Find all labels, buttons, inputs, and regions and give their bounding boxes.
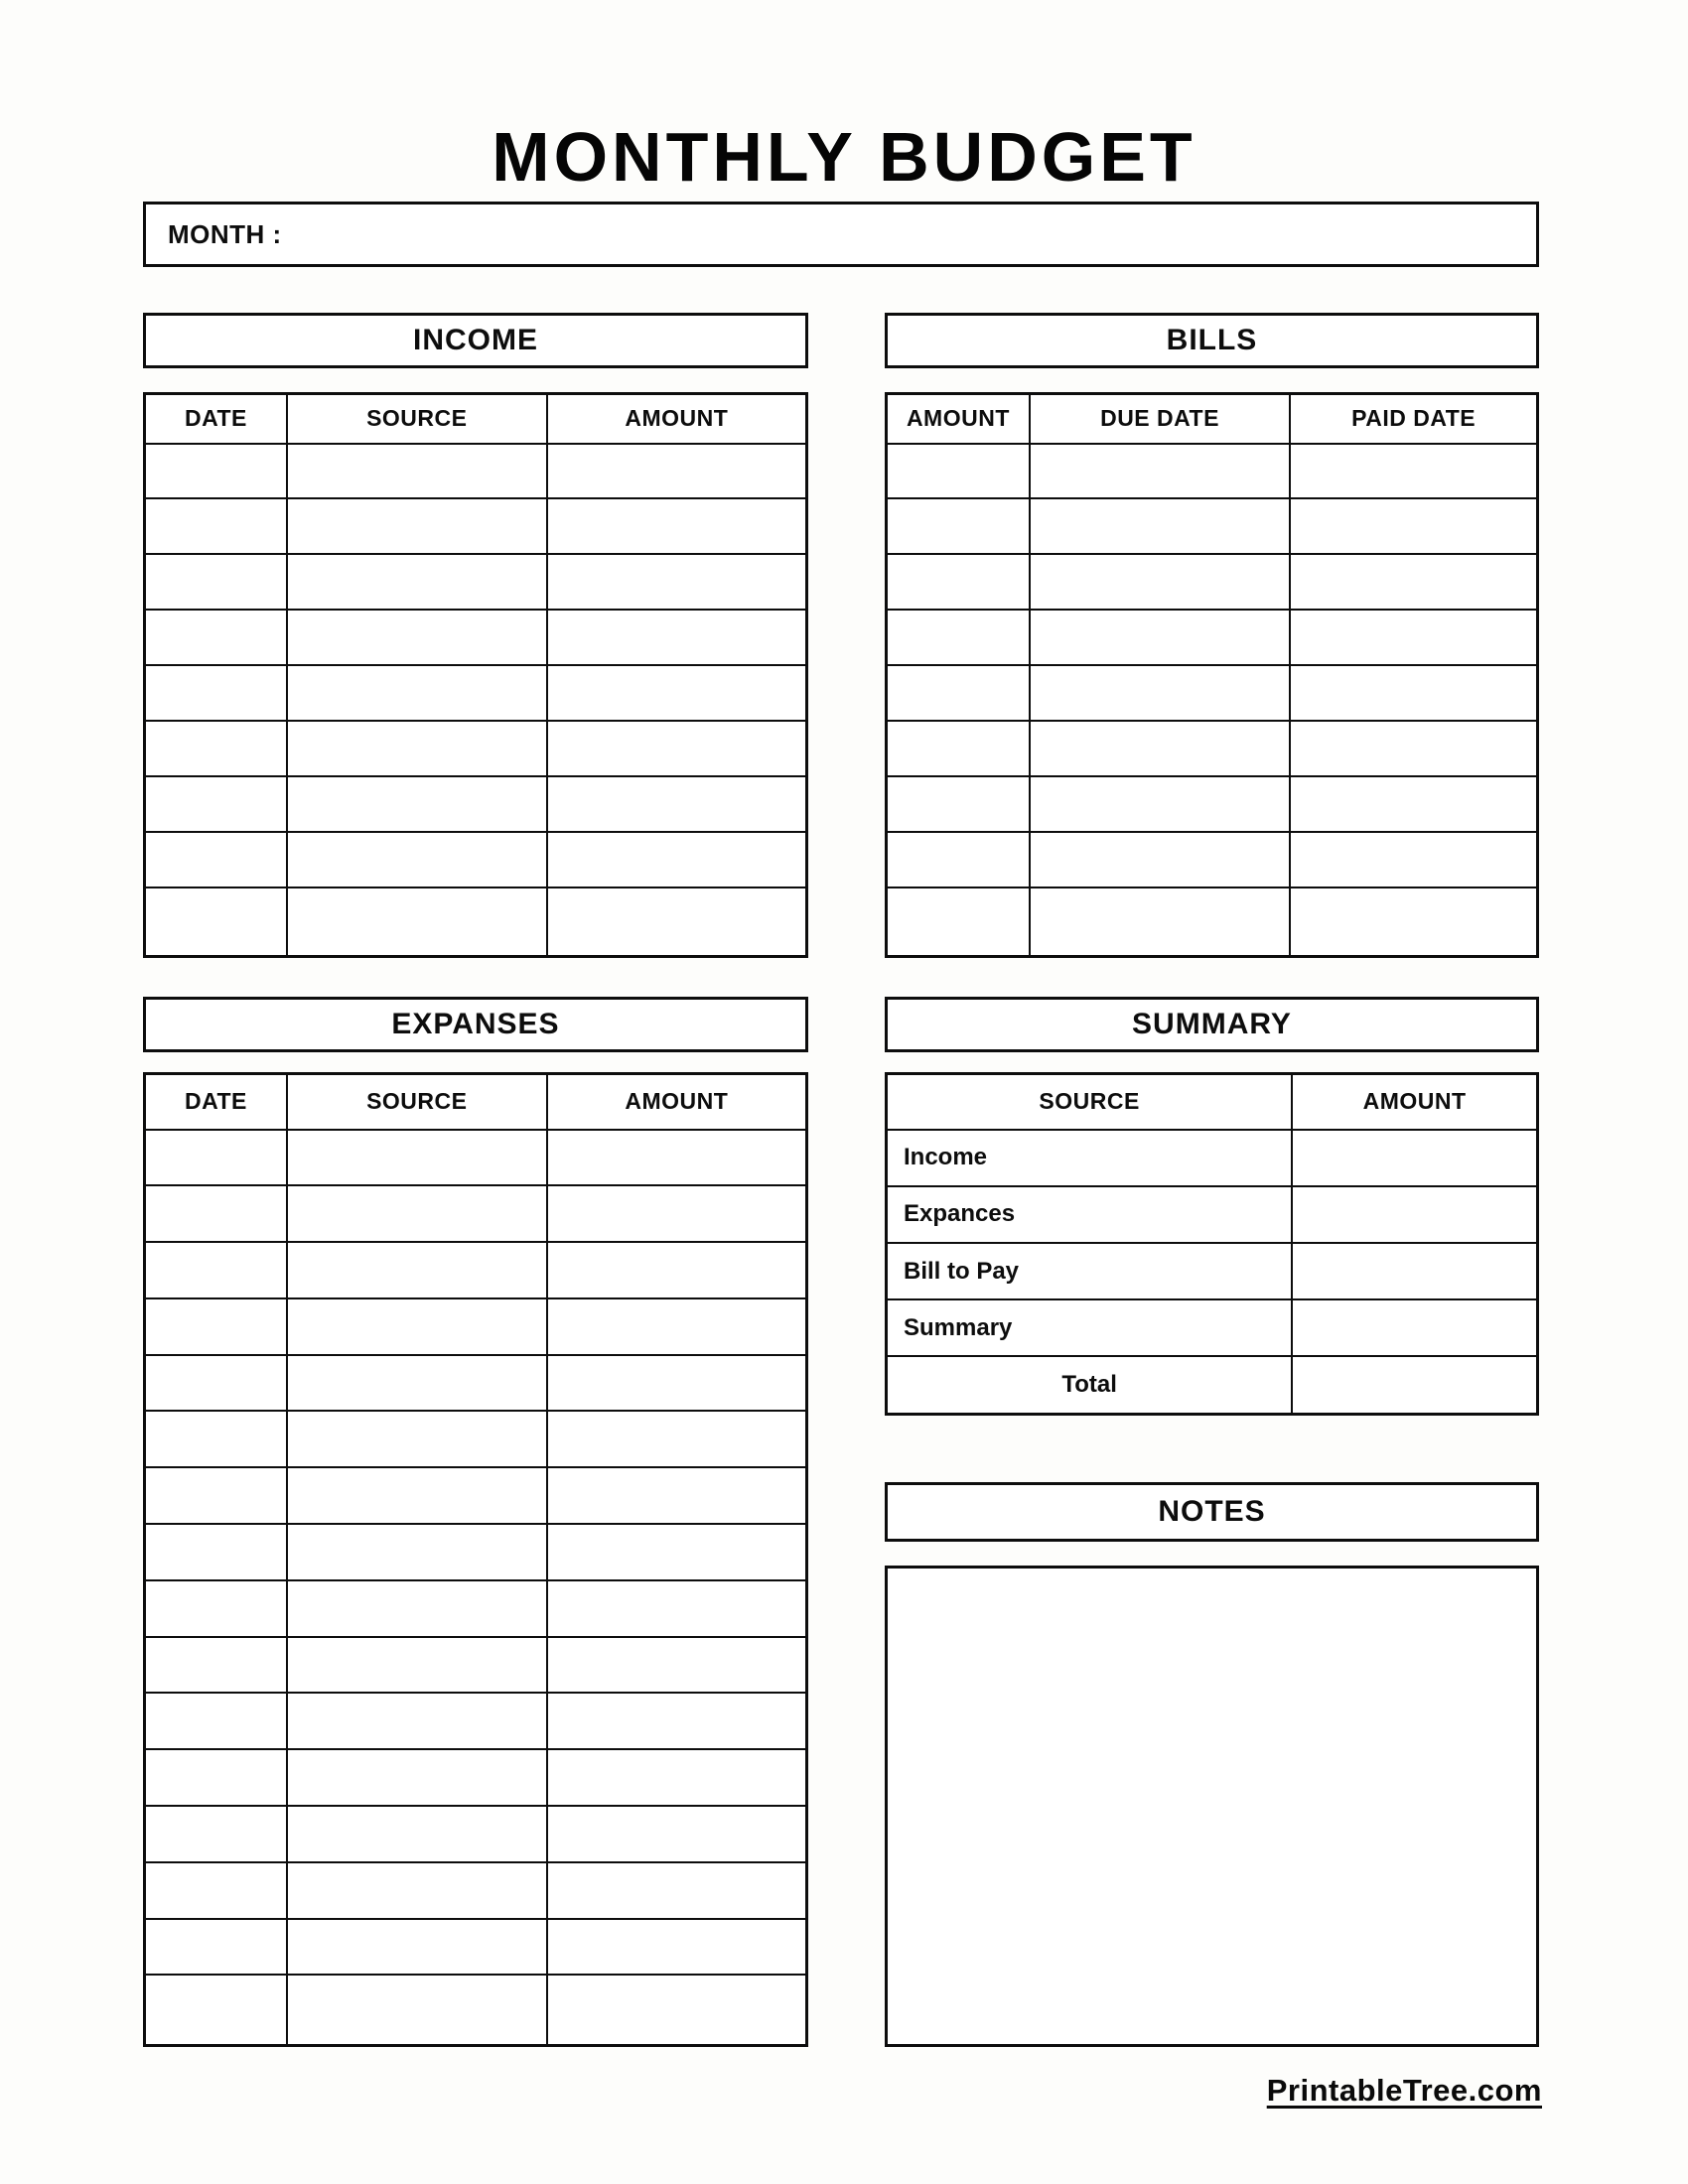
- expanses-cell[interactable]: [145, 1806, 287, 1862]
- left-column: [143, 313, 808, 2047]
- bills-cell[interactable]: [887, 665, 1030, 721]
- month-label: MONTH :: [168, 218, 282, 249]
- bills-row: [887, 665, 1538, 721]
- expanses-cell[interactable]: [145, 1919, 287, 1976]
- expanses-section-header: [143, 997, 808, 1052]
- bills-cell[interactable]: [1030, 444, 1290, 499]
- summary-amount-cell[interactable]: [1292, 1299, 1537, 1356]
- bills-cell[interactable]: [1290, 610, 1537, 665]
- summary-row: [887, 1130, 1538, 1186]
- bills-row: [887, 721, 1538, 776]
- expanses-row: [145, 1242, 807, 1298]
- income-cell[interactable]: [547, 665, 807, 721]
- notes-input-area[interactable]: [885, 1566, 1539, 2047]
- income-column-header: AMOUNT: [547, 394, 807, 444]
- expanses-row: [145, 1355, 807, 1412]
- bills-cell[interactable]: [1290, 887, 1537, 957]
- income-cell[interactable]: [287, 776, 547, 832]
- summary-total-amount-cell[interactable]: [1292, 1356, 1537, 1414]
- summary-amount-cell[interactable]: [1292, 1130, 1537, 1186]
- summary-total-label: Total: [887, 1356, 1293, 1414]
- summary-column-header: AMOUNT: [1292, 1074, 1537, 1130]
- bills-cell[interactable]: [1290, 554, 1537, 610]
- summary-row-label: Summary: [887, 1299, 1293, 1356]
- bills-cell[interactable]: [1030, 887, 1290, 957]
- expanses-title: EXPANSES: [391, 1008, 560, 1040]
- expanses-cell[interactable]: [547, 1580, 807, 1637]
- summary-row-label: Bill to Pay: [887, 1243, 1293, 1299]
- summary-amount-cell[interactable]: [1292, 1243, 1537, 1299]
- expanses-cell[interactable]: [145, 1693, 287, 1749]
- expanses-cell[interactable]: [547, 1749, 807, 1806]
- income-row: [145, 610, 807, 665]
- expanses-column-header: SOURCE: [287, 1074, 547, 1130]
- expanses-row: [145, 1467, 807, 1524]
- expanses-cell[interactable]: [287, 1355, 547, 1412]
- bills-cell[interactable]: [1290, 776, 1537, 832]
- expanses-row: [145, 1298, 807, 1355]
- expanses-row: [145, 1411, 807, 1467]
- expanses-cell[interactable]: [287, 1919, 547, 1976]
- expanses-cell[interactable]: [145, 1355, 287, 1412]
- expanses-cell[interactable]: [287, 1806, 547, 1862]
- income-cell[interactable]: [145, 444, 287, 499]
- bills-cell[interactable]: [1030, 721, 1290, 776]
- bills-cell[interactable]: [1030, 610, 1290, 665]
- summary-section-header: [885, 997, 1539, 1052]
- income-column-header: DATE: [145, 394, 287, 444]
- income-table: [143, 392, 808, 958]
- month-value-input[interactable]: [282, 205, 1536, 264]
- expanses-cell[interactable]: [287, 1637, 547, 1694]
- income-cell[interactable]: [547, 554, 807, 610]
- income-cell[interactable]: [145, 554, 287, 610]
- expanses-cell[interactable]: [145, 1580, 287, 1637]
- income-cell[interactable]: [287, 832, 547, 887]
- income-cell[interactable]: [287, 721, 547, 776]
- expanses-cell[interactable]: [547, 1242, 807, 1298]
- income-row: [145, 498, 807, 554]
- footer-link[interactable]: PrintableTree.com: [1266, 2073, 1542, 2108]
- income-row: [145, 776, 807, 832]
- expanses-row: [145, 1185, 807, 1242]
- expanses-row: [145, 1975, 807, 2045]
- income-cell[interactable]: [145, 665, 287, 721]
- summary-row: [887, 1243, 1538, 1299]
- summary-amount-cell[interactable]: [1292, 1186, 1537, 1243]
- bills-title: BILLS: [1166, 324, 1258, 356]
- expanses-cell[interactable]: [547, 1637, 807, 1694]
- income-row: [145, 444, 807, 499]
- summary-table: [885, 1072, 1539, 1416]
- bills-row: [887, 610, 1538, 665]
- income-cell[interactable]: [547, 776, 807, 832]
- expanses-row: [145, 1693, 807, 1749]
- expanses-cell[interactable]: [145, 1185, 287, 1242]
- expanses-cell[interactable]: [145, 1975, 287, 2045]
- bills-cell[interactable]: [887, 444, 1030, 499]
- income-cell[interactable]: [287, 498, 547, 554]
- expanses-cell[interactable]: [287, 1524, 547, 1580]
- bills-cell[interactable]: [887, 832, 1030, 887]
- bills-column-header: PAID DATE: [1290, 394, 1537, 444]
- bills-cell[interactable]: [887, 610, 1030, 665]
- income-cell[interactable]: [145, 610, 287, 665]
- summary-row: [887, 1186, 1538, 1243]
- income-column-header: SOURCE: [287, 394, 547, 444]
- income-cell[interactable]: [547, 721, 807, 776]
- expanses-cell[interactable]: [547, 1185, 807, 1242]
- bills-cell[interactable]: [1030, 498, 1290, 554]
- expanses-cell[interactable]: [145, 1749, 287, 1806]
- notes-section-header: [885, 1482, 1539, 1542]
- expanses-cell[interactable]: [145, 1242, 287, 1298]
- income-cell[interactable]: [547, 444, 807, 499]
- expanses-cell[interactable]: [287, 1693, 547, 1749]
- bills-cell[interactable]: [887, 498, 1030, 554]
- bills-cell[interactable]: [1030, 665, 1290, 721]
- expanses-cell[interactable]: [145, 1862, 287, 1919]
- bills-cell[interactable]: [1030, 776, 1290, 832]
- income-section-header: [143, 313, 808, 368]
- expanses-cell[interactable]: [145, 1637, 287, 1694]
- expanses-cell[interactable]: [287, 1975, 547, 2045]
- bills-cell[interactable]: [1030, 832, 1290, 887]
- bills-row: [887, 444, 1538, 499]
- expanses-cell[interactable]: [145, 1524, 287, 1580]
- summary-row-label: Income: [887, 1130, 1293, 1186]
- expanses-row: [145, 1524, 807, 1580]
- expanses-column-header: AMOUNT: [547, 1074, 807, 1130]
- expanses-cell[interactable]: [287, 1130, 547, 1186]
- bills-cell[interactable]: [1290, 665, 1537, 721]
- expanses-cell[interactable]: [287, 1862, 547, 1919]
- expanses-cell[interactable]: [287, 1298, 547, 1355]
- bills-row: [887, 554, 1538, 610]
- income-cell[interactable]: [547, 498, 807, 554]
- income-cell[interactable]: [287, 444, 547, 499]
- expanses-row: [145, 1806, 807, 1862]
- bills-cell[interactable]: [887, 887, 1030, 957]
- expanses-cell[interactable]: [145, 1467, 287, 1524]
- income-row: [145, 665, 807, 721]
- expanses-cell[interactable]: [547, 1806, 807, 1862]
- summary-row-label: Expances: [887, 1186, 1293, 1243]
- income-cell[interactable]: [145, 498, 287, 554]
- bills-row: [887, 776, 1538, 832]
- bills-row: [887, 887, 1538, 957]
- income-cell[interactable]: [145, 832, 287, 887]
- summary-column-header: SOURCE: [887, 1074, 1293, 1130]
- expanses-cell[interactable]: [547, 1975, 807, 2045]
- expanses-cell[interactable]: [547, 1298, 807, 1355]
- summary-total-row: [887, 1356, 1538, 1414]
- expanses-cell[interactable]: [547, 1862, 807, 1919]
- bills-row: [887, 832, 1538, 887]
- expanses-row: [145, 1919, 807, 1976]
- bills-row: [887, 498, 1538, 554]
- bills-table: [885, 392, 1539, 958]
- summary-row: [887, 1299, 1538, 1356]
- income-cell[interactable]: [145, 887, 287, 957]
- income-cell[interactable]: [287, 887, 547, 957]
- expanses-cell[interactable]: [145, 1298, 287, 1355]
- income-cell[interactable]: [287, 665, 547, 721]
- bills-section-header: [885, 313, 1539, 368]
- income-cell[interactable]: [547, 832, 807, 887]
- expanses-cell[interactable]: [145, 1130, 287, 1186]
- expanses-cell[interactable]: [547, 1919, 807, 1976]
- income-cell[interactable]: [287, 554, 547, 610]
- bills-cell[interactable]: [1290, 832, 1537, 887]
- expanses-cell[interactable]: [287, 1580, 547, 1637]
- income-row: [145, 887, 807, 957]
- income-cell[interactable]: [547, 610, 807, 665]
- bills-cell[interactable]: [887, 554, 1030, 610]
- expanses-row: [145, 1130, 807, 1186]
- expanses-cell[interactable]: [287, 1242, 547, 1298]
- bills-cell[interactable]: [887, 721, 1030, 776]
- expanses-cell[interactable]: [547, 1411, 807, 1467]
- expanses-cell[interactable]: [287, 1749, 547, 1806]
- bills-cell[interactable]: [1290, 498, 1537, 554]
- expanses-cell[interactable]: [547, 1467, 807, 1524]
- summary-title: SUMMARY: [1132, 1008, 1292, 1040]
- expanses-cell[interactable]: [287, 1411, 547, 1467]
- income-row: [145, 554, 807, 610]
- bills-column-header: AMOUNT: [887, 394, 1030, 444]
- income-cell[interactable]: [547, 887, 807, 957]
- income-row: [145, 832, 807, 887]
- income-row: [145, 721, 807, 776]
- expanses-row: [145, 1862, 807, 1919]
- expanses-cell[interactable]: [547, 1355, 807, 1412]
- month-field: [143, 202, 1539, 267]
- expanses-cell[interactable]: [547, 1130, 807, 1186]
- expanses-column-header: DATE: [145, 1074, 287, 1130]
- bills-cell[interactable]: [1290, 721, 1537, 776]
- income-cell[interactable]: [287, 610, 547, 665]
- expanses-row: [145, 1749, 807, 1806]
- right-column: [885, 313, 1539, 2047]
- expanses-table: [143, 1072, 808, 2047]
- expanses-cell[interactable]: [547, 1693, 807, 1749]
- bills-cell[interactable]: [1290, 444, 1537, 499]
- bills-cell[interactable]: [887, 776, 1030, 832]
- expanses-row: [145, 1637, 807, 1694]
- income-title: INCOME: [413, 324, 538, 356]
- income-cell[interactable]: [145, 721, 287, 776]
- income-cell[interactable]: [145, 776, 287, 832]
- expanses-cell[interactable]: [287, 1185, 547, 1242]
- expanses-cell[interactable]: [145, 1411, 287, 1467]
- bills-cell[interactable]: [1030, 554, 1290, 610]
- page-title: MONTHLY BUDGET: [492, 118, 1196, 196]
- expanses-cell[interactable]: [547, 1524, 807, 1580]
- expanses-cell[interactable]: [287, 1467, 547, 1524]
- expanses-row: [145, 1580, 807, 1637]
- bills-column-header: DUE DATE: [1030, 394, 1290, 444]
- notes-title: NOTES: [1158, 1495, 1266, 1528]
